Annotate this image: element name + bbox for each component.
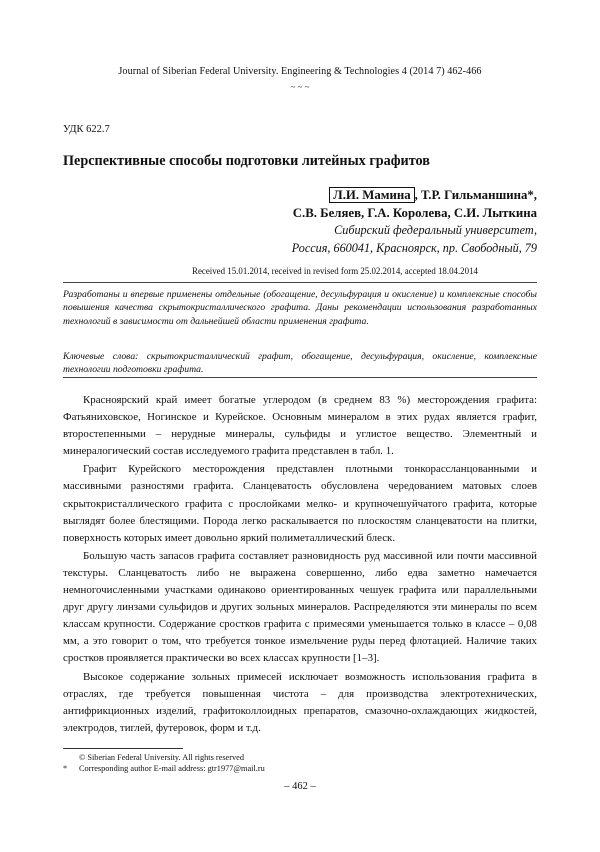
footnote-star: *: [63, 764, 68, 774]
author-line-2: С.В. Беляев, Г.А. Королева, С.И. Лыткина: [292, 206, 537, 220]
abstract-text: Разработаны и впервые применены отдельные (обогащение, десульфурация и окисление) и комплексные способы повышения качества скрытокристаллического графита. Даны рекомендации использования разработанных технологий в зависимости от дальнейшей области применения графита.: [63, 289, 537, 327]
body-paragraph-2: Графит Курейского месторождения представлен плотными тонкорассланцованными и массивными разностями графита. Сланцеватость обусловлена чередованием матовых слоев скрытокристаллического графита с прослойками мелко- и крупночешуйчатого графита, которые выглядят более блестящими. Порода легко раскалывается по плоскостям сланцеватости на плитки, поверхность которых имеет довольно яркий полиметаллический блеск.: [63, 463, 537, 544]
corresponding-author-text: Corresponding author E-mail address: gtr1977@mail.ru: [79, 764, 265, 774]
abstract-section: [63, 282, 537, 378]
affiliation-line-2: Россия, 660041, Красноярск, пр. Свободный, 79: [291, 241, 537, 255]
received-dates: Received 15.01.2014, received in revised form 25.02.2014, accepted 18.04.2014: [192, 266, 478, 276]
footnote-copyright: [63, 752, 265, 763]
page-number: – 462 –: [284, 781, 316, 792]
paper-title: Перспективные способы подготовки литейных графитов: [63, 153, 430, 169]
body-paragraph-1: Красноярский край имеет богатые углеродом (в среднем 83 %) месторождения графита: Фатьяниховское, Ногинское и Курейское. Основным минералом в этих рудах является графит, второстепенными – нерудные минералы, сульфиды и углистое вещество. Элементный и минералогический состав исследуемого графита представлен в табл. 1.: [63, 394, 537, 458]
header-ornament: ~ ~ ~: [290, 82, 310, 92]
footnote-divider: [63, 748, 183, 749]
author-line-1-rest: , Т.Р. Гильманшина*,: [414, 188, 537, 202]
journal-header: Journal of Siberian Federal University. Engineering & Technologies 4 (2014 7) 462-466: [118, 66, 482, 77]
body-paragraph-3: Большую часть запасов графита составляет разновидность руд массивной или почти массивной текстуры. Сланцеватость либо не выражена совершенно, либо едва заметно намечается немногочисленными участками одинаково ориентированных чешуек графита или параллельными друг другу линзами сульфидов и других зольных минералов. Распределяются эти минералы по всем классам крупности. Содержание сростков графита с примесями уменьшается только в классе – 0,08 мм, а это говорит о том, что требуется тонкое измельчение руды перед флотацией. Наличие таких сростков проявляется практически во всех классах крупности [1–3].: [63, 549, 537, 665]
body-paragraph-4: Высокое содержание зольных примесей исключает возможность использования графита в отраслях, где требуется повышенная чистота – для производства электротехнических, антифрикционных изделий, графитоколлоидных препаратов, смазочно-охлаждающих жидкостей, электродов, тиглей, футеровок, форм и т.д.: [63, 670, 537, 734]
keywords-text: Ключевые слова: скрытокристаллический графит, обогащение, десульфурация, окисление, комплексные технологии подготовки графита.: [63, 351, 537, 376]
body-text: [63, 392, 537, 737]
udk-code: УДК 622.7: [63, 124, 110, 135]
footnotes: [63, 752, 265, 774]
affiliation: [292, 221, 537, 257]
author-list: [293, 186, 537, 222]
author-line-1: [293, 186, 537, 204]
copyright-text: © Siberian Federal University. All rights reserved: [79, 753, 244, 762]
footnote-corresponding: [63, 763, 265, 774]
affiliation-line-1: Сибирский федеральный университет,: [334, 223, 537, 237]
author-highlighted: Л.И. Мамина: [329, 187, 414, 203]
